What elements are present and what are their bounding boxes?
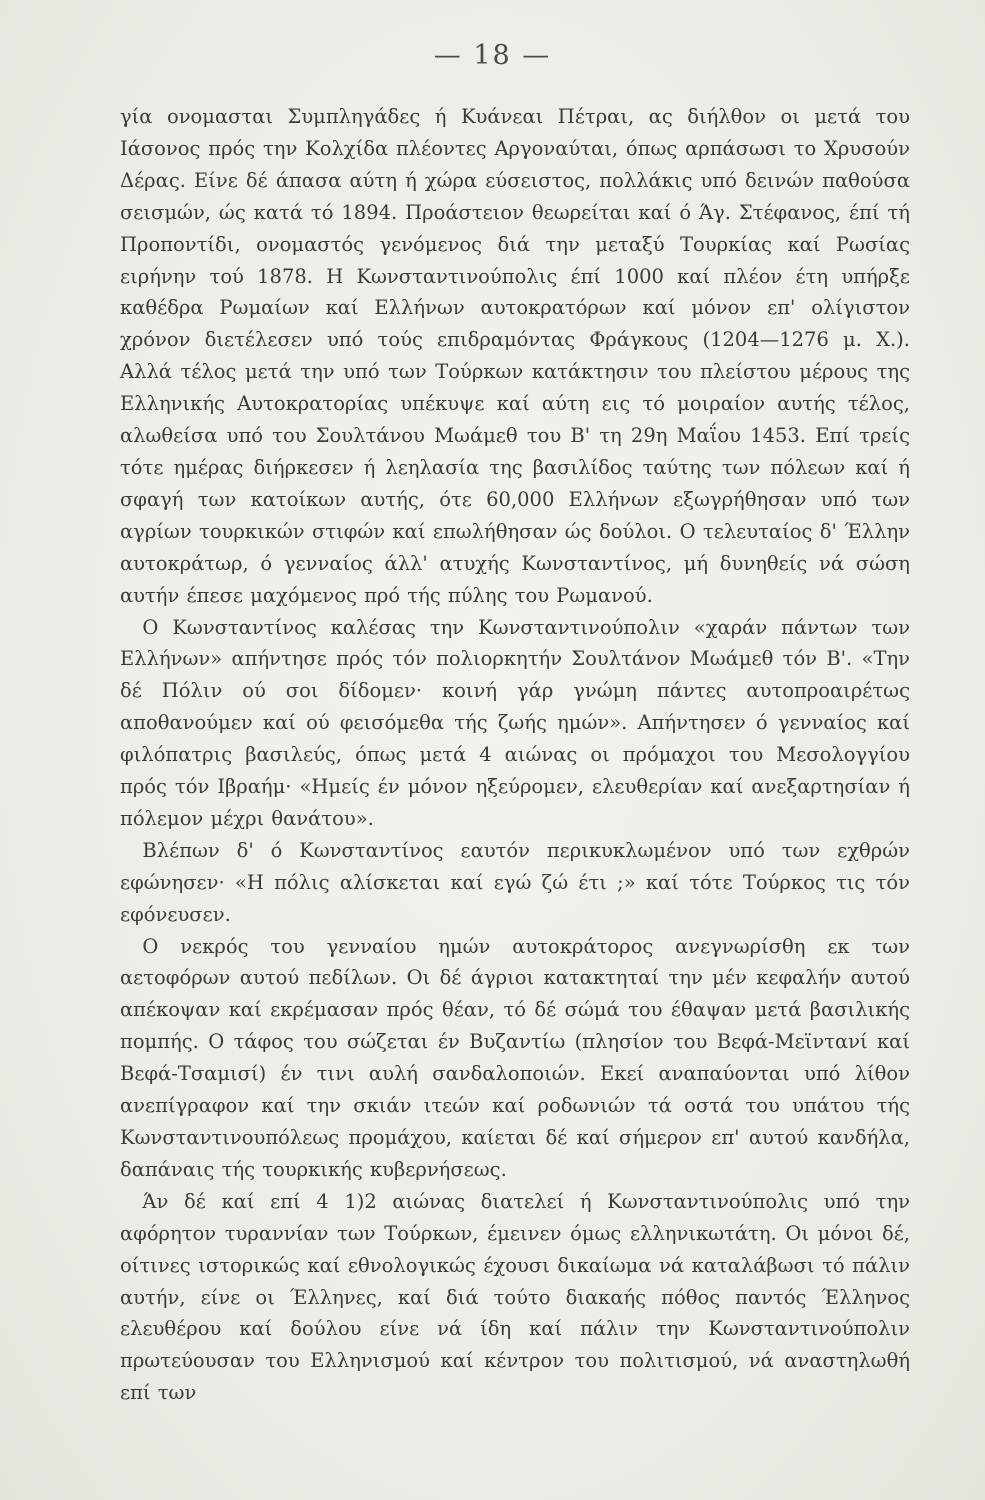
paragraph-3: Βλέπων δ' ό Κωνσταντίνος εαυτόν περικυκλωμένον υπό των εχθρών εφώνησεν· «Η πόλις αλίσκεται καί εγώ ζώ έτι ;» καί τότε Τούρκος τις τόν εφόνευσεν. xyxy=(120,838,910,926)
paragraph-2: Ο Κωνσταντίνος καλέσας την Κωνσταντινούπολιν «χαράν πάντων των Ελλήνων» απήντησε πρός τόν πολιορκητήν Σουλτάνον Μωάμεθ τόν Β'. «Την δέ Πόλιν ού σοι δίδομεν· κοινή γάρ γνώμη πάντες αυτοπροαιρέτως αποθανούμεν καί ού φεισόμεθα τής ζωής ημών». Απήντησεν ό γενναίος καί φιλόπατρις βασιλεύς, όπως μετά 4 αιώνας οι πρόμαχοι του Μεσολογγίου πρός τόν Ιβραήμ· «Ημείς έν μόνον ηξεύρομεν, ελευθερίαν καί ανεξαρτησίαν ή πόλεμον μέχρι θανάτου». xyxy=(120,615,910,830)
paragraph-1: γία ονομασται Συμπληγάδες ή Κυάνεαι Πέτραι, ας διήλθον οι μετά του Ιάσονος πρός την Κολχίδα πλέοντες Αργοναύται, όπως αρπάσωσι το Χρυσούν Δέρας. Είνε δέ άπασα αύτη ή χώρα εύσειστος, πολλάκις υπό δεινών παθούσα σεισμών, ώς κατά τό 1894. Προάστειον θεωρείται καί ό Άγ. Στέφανος, έπί τή Προποντίδι, ονομαστός γενόμενος διά την μεταξύ Τουρκίας καί Ρωσίας ειρήνην τού 1878. Η Κωνσταντινούπολις έπί 1000 καί πλέον έτη υπήρξε καθέδρα Ρωμαίων καί Ελλήνων αυτοκρατόρων καί μόνον επ' ολίγιστον χρόνον διετέλεσεν υπό τούς επιδραμόντας Φράγκους (1204—1276 μ. Χ.). Αλλά τέλος μετά την υπό των Τούρκων κατάκτησιν του πλείστου μέρους της Ελληνικής Αυτοκρατορίας υπέκυψε καί αύτη εις τό μοιραίον αυτής τέλος, αλωθείσα υπό του Σουλτάνου Μωάμεθ του Β' τη 29η Μαΐου 1453. Επί τρείς τότε ημέρας διήρκεσεν ή λεηλασία της βασιλίδος ταύτης των πόλεων καί ή σφαγή των κατοίκων αυτής, ότε 60,000 Ελλήνων εξωγρήθησαν υπό των αγρίων τουρκικών στιφών καί επωλήθησαν ώς δούλοι. Ο τελευταίος δ' Έλλην αυτοκράτωρ, ό γενναίος άλλ' ατυχής Κωνσταντίνος, μή δυνηθείς νά σώση αυτήν έπεσε μαχόμενος πρό τής πύλης του Ρωμανού. xyxy=(120,105,910,607)
page-number: — 18 — xyxy=(433,40,552,71)
paragraph-5: Άν δέ καί επί 4 1)2 αιώνας διατελεί ή Κωνσταντινούπολις υπό την αφόρητον τυραννίαν των Τούρκων, έμεινεν όμως ελληνικωτάτη. Οι μόνοι δέ, οίτινες ιστορικώς καί εθνολογικώς έχουσι δικαίωμα νά καταλάβωσι τό πάλιν αυτήν, είνε οι Έλληνες, καί διά τούτο διακαής πόθος παντός Έλληνος ελευθέρου καί δούλου είνε νά ίδη καί πάλιν την Κωνσταντινούπολιν πρωτεύουσαν του Ελληνισμού καί κέντρον του πολιτισμού, νά αναστηλωθή επί των xyxy=(120,1189,910,1405)
body-text xyxy=(120,101,910,1409)
paragraph-4: Ο νεκρός του γενναίου ημών αυτοκράτορος ανεγνωρίσθη εκ των αετοφόρων αυτού πεδίλων. Οι δέ άγριοι κατακτηταί την μέν κεφαλήν αυτού απέκοψαν καί εκρέμασαν πρός θέαν, τό δέ σώμά του έθαψαν μετά βασιλικής πομπής. Ο τάφος του σώζεται έν Βυζαντίω (πλησίον του Βεφά-Μεϊντανί καί Βεφά-Τσαμισί) έν τινι αυλή σανδαλοποιών. Εκεί αναπαύονται υπό λίθον ανεπίγραφον καί την σκιάν ιτεών καί ροδωνιών τά οστά του υπάτου τής Κωνσταντινουπόλεως προμάχου, καίεται δέ καί σήμερον επ' αυτού κανδήλα, δαπάναις τής τουρκικής κυβερνήσεως. xyxy=(120,934,910,1181)
